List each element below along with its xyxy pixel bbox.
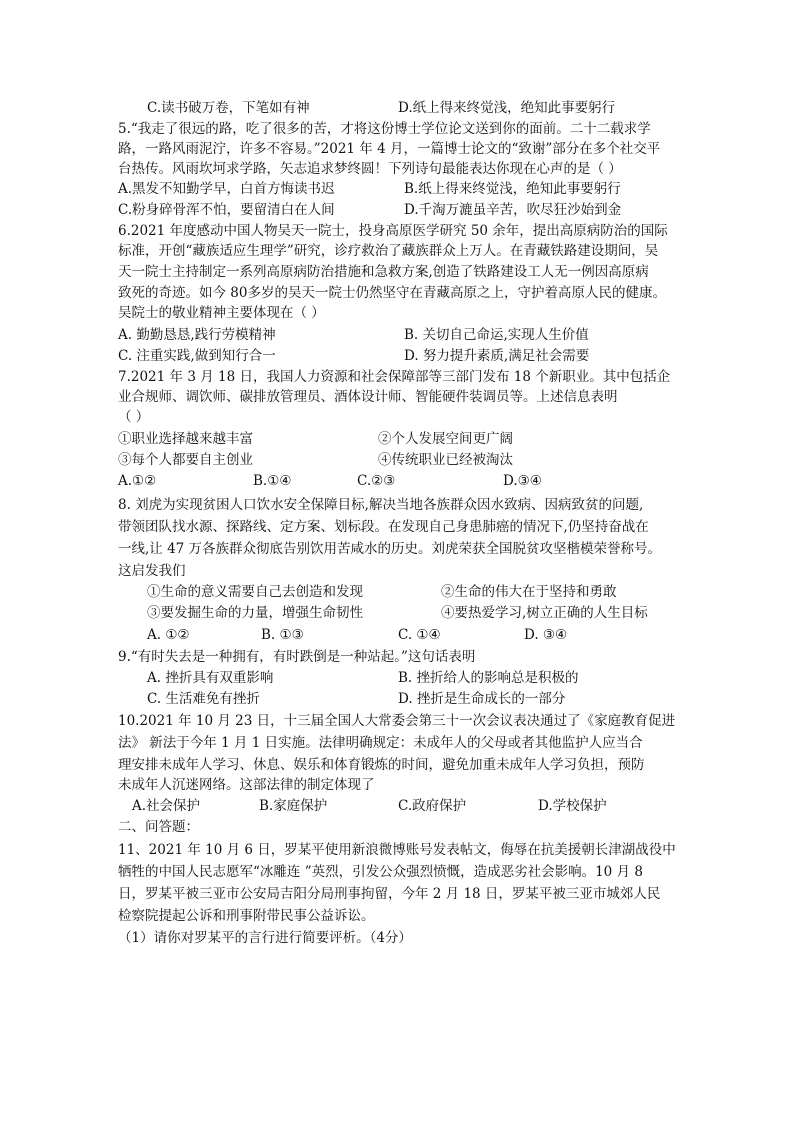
q6-stem-line-4: 致死的奇迹。如今 80多岁的吴天一院士仍然坚守在青藏高原之上，守护着高原人民的健康。 bbox=[118, 285, 666, 301]
q10-stem-line-3: 理安排未成年人学习、休息、娱乐和体育锻炼的时间，避免加重未成年人学习负担，预防 bbox=[118, 757, 645, 773]
q10-option-d: D.学校保护 bbox=[538, 798, 607, 814]
q6-option-d: D. 努力提升素质,满足社会需要 bbox=[404, 348, 590, 364]
q6-stem-line-5: 吴院士的敬业精神主要体现在（ ） bbox=[118, 305, 325, 321]
q8-statement-1: ①生命的意义需要自己去创造和发现 bbox=[147, 584, 363, 600]
q5-option-a: A.黑发不知勤学早，白首方悔读书迟 bbox=[118, 181, 335, 197]
q5-option-c: C.粉身碎骨浑不怕，要留清白在人间 bbox=[118, 202, 335, 218]
q9-option-c: C. 生活难免有挫折 bbox=[147, 691, 260, 707]
q6-option-a: A. 勤勤恳恳,践行劳模精神 bbox=[118, 327, 276, 343]
q9-option-d: D. 挫折是生命成长的一部分 bbox=[398, 691, 566, 707]
q7-option-d: D.③④ bbox=[503, 473, 542, 489]
q7-statement-4: ④传统职业已经被淘汰 bbox=[378, 452, 513, 468]
q9-option-a: A. 挫折具有双重影响 bbox=[147, 670, 274, 686]
q8-option-c: C. ①④ bbox=[398, 627, 441, 643]
q8-stem-line-4: 这启发我们 bbox=[118, 563, 186, 579]
q10-stem-line-2: 法》 新法于今年 1 月 1 日实施。法律明确规定：未成年人的父母或者其他监护人应当合 bbox=[118, 735, 643, 751]
q6-option-b: B. 关切自己命运,实现人生价值 bbox=[404, 327, 589, 343]
q11-stem-line-1: 11、2021 年 10 月 6 日，罗某平使用新浪微博账号发表帖文，侮辱在抗美援朝长津湖战役中 bbox=[118, 842, 676, 858]
q5-stem-line-2: 路，一路风雨泥泞，许多不容易。”2021 年 4 月，一篇博士论文的“致谢”部分在多个社交平 bbox=[118, 141, 661, 157]
q9-option-b: B. 挫折给人的影响总是积极的 bbox=[398, 670, 579, 686]
q6-stem-line-2: 标准，开创“藏族适应生理学”研究，诊疗救治了藏族群众上万人。在青藏铁路建设期间，吴 bbox=[118, 243, 659, 259]
q11-subquestion-1: （1）请你对罗某平的言行进行简要评析。（4分） bbox=[118, 930, 412, 946]
q10-option-b: B.家庭保护 bbox=[259, 798, 328, 814]
q7-option-a: A.①② bbox=[118, 473, 157, 489]
section-2-title: 二、问答题： bbox=[118, 819, 199, 835]
q6-option-c: C. 注重实践,做到知行合一 bbox=[118, 348, 276, 364]
q4-option-c: C.读书破万卷，下笔如有神 bbox=[147, 100, 310, 116]
q7-option-c: C.②③ bbox=[357, 473, 396, 489]
q11-stem-line-3: 日，罗某平被三亚市公安局吉阳分局刑事拘留，今年 2 月 18 日，罗某平被三亚市城郊人民 bbox=[118, 886, 661, 902]
q7-stem-line-1: 7.2021 年 3 月 18 日，我国人力资源和社会保障部等三部门发布 18 个新职业。其中包括企 bbox=[118, 369, 671, 385]
q6-stem-line-1: 6.2021 年度感动中国人物吴天一院士，投身高原医学研究 50 余年，提出高原病防治的国际 bbox=[118, 223, 668, 239]
q8-option-d: D. ③④ bbox=[524, 627, 568, 643]
q8-statement-2: ②生命的伟大在于坚持和勇敢 bbox=[441, 584, 617, 600]
q7-stem-line-2: 业合规师、调饮师、碳排放管理员、酒体设计师、智能硬件装调员等。上述信息表明 bbox=[118, 389, 618, 405]
q8-stem-line-3: 一线,让 47 万各族群众彻底告别饮用苦咸水的历史。刘虎荣获全国脱贫攻坚楷模荣誉称号。 bbox=[118, 541, 662, 557]
q5-option-d: D.千淘万漉虽辛苦，吹尽狂沙始到金 bbox=[404, 202, 622, 218]
q7-statement-3: ③每个人都要自主创业 bbox=[118, 452, 253, 468]
q8-option-b: B. ①③ bbox=[261, 627, 304, 643]
q8-stem-line-1: 8. 刘虎为实现贫困人口饮水安全保障目标,解决当地各族群众因水致病、因病致贫的问题, bbox=[118, 497, 644, 513]
q9-stem-line-1: 9.“有时失去是一种拥有，有时跌倒是一种站起。”这句话表明 bbox=[118, 649, 476, 665]
q10-option-c: C.政府保护 bbox=[398, 798, 467, 814]
q8-option-a: A. ①② bbox=[147, 627, 190, 643]
q7-statement-2: ②个人发展空间更广阔 bbox=[378, 431, 513, 447]
q5-stem-line-1: 5.“我走了很远的路，吃了很多的苦，才将这份博士学位论文送到你的面前。二十二载求学 bbox=[118, 121, 651, 137]
q8-stem-line-2: 带领团队找水源、探路线、定方案、划标段。在发现自己身患肺癌的情况下,仍坚持奋战在 bbox=[118, 519, 649, 535]
q10-stem-line-4: 未成年人沉迷网络。这部法律的制定体现了 bbox=[118, 777, 375, 793]
q5-option-b: B.纸上得来终觉浅，绝知此事要躬行 bbox=[404, 181, 621, 197]
q5-stem-line-3: 台热传。风雨坎坷求学路，矢志追求梦终圆！下列诗句最能表达你现在心声的是（ ） bbox=[118, 161, 622, 177]
q10-stem-line-1: 10.2021 年 10 月 23 日，十三届全国人大常委会第三十一次会议表决通过了《家庭教育促进 bbox=[118, 713, 676, 729]
q11-stem-line-4: 检察院提起公诉和刑事附带民事公益诉讼。 bbox=[118, 908, 375, 924]
q6-stem-line-3: 天一院士主持制定一系列高原病防治措施和急救方案,创造了铁路建设工人无一例因高原病 bbox=[118, 264, 649, 280]
q7-stem-line-3: （ ） bbox=[118, 409, 150, 425]
q7-option-b: B.①④ bbox=[253, 473, 292, 489]
q7-statement-1: ①职业选择越来越丰富 bbox=[118, 431, 253, 447]
q10-option-a: A.社会保护 bbox=[132, 798, 201, 814]
q11-stem-line-2: 牺牲的中国人民志愿军“冰雕连 ”英烈，引发公众强烈愤慨，造成恶劣社会影响。10 月 8 bbox=[118, 864, 643, 880]
q8-statement-3: ③要发掘生命的力量，增强生命韧性 bbox=[147, 605, 363, 621]
q4-option-d: D.纸上得来终觉浅，绝知此事要躬行 bbox=[398, 100, 616, 116]
q8-statement-4: ④要热爱学习,树立正确的人生目标 bbox=[441, 605, 648, 621]
